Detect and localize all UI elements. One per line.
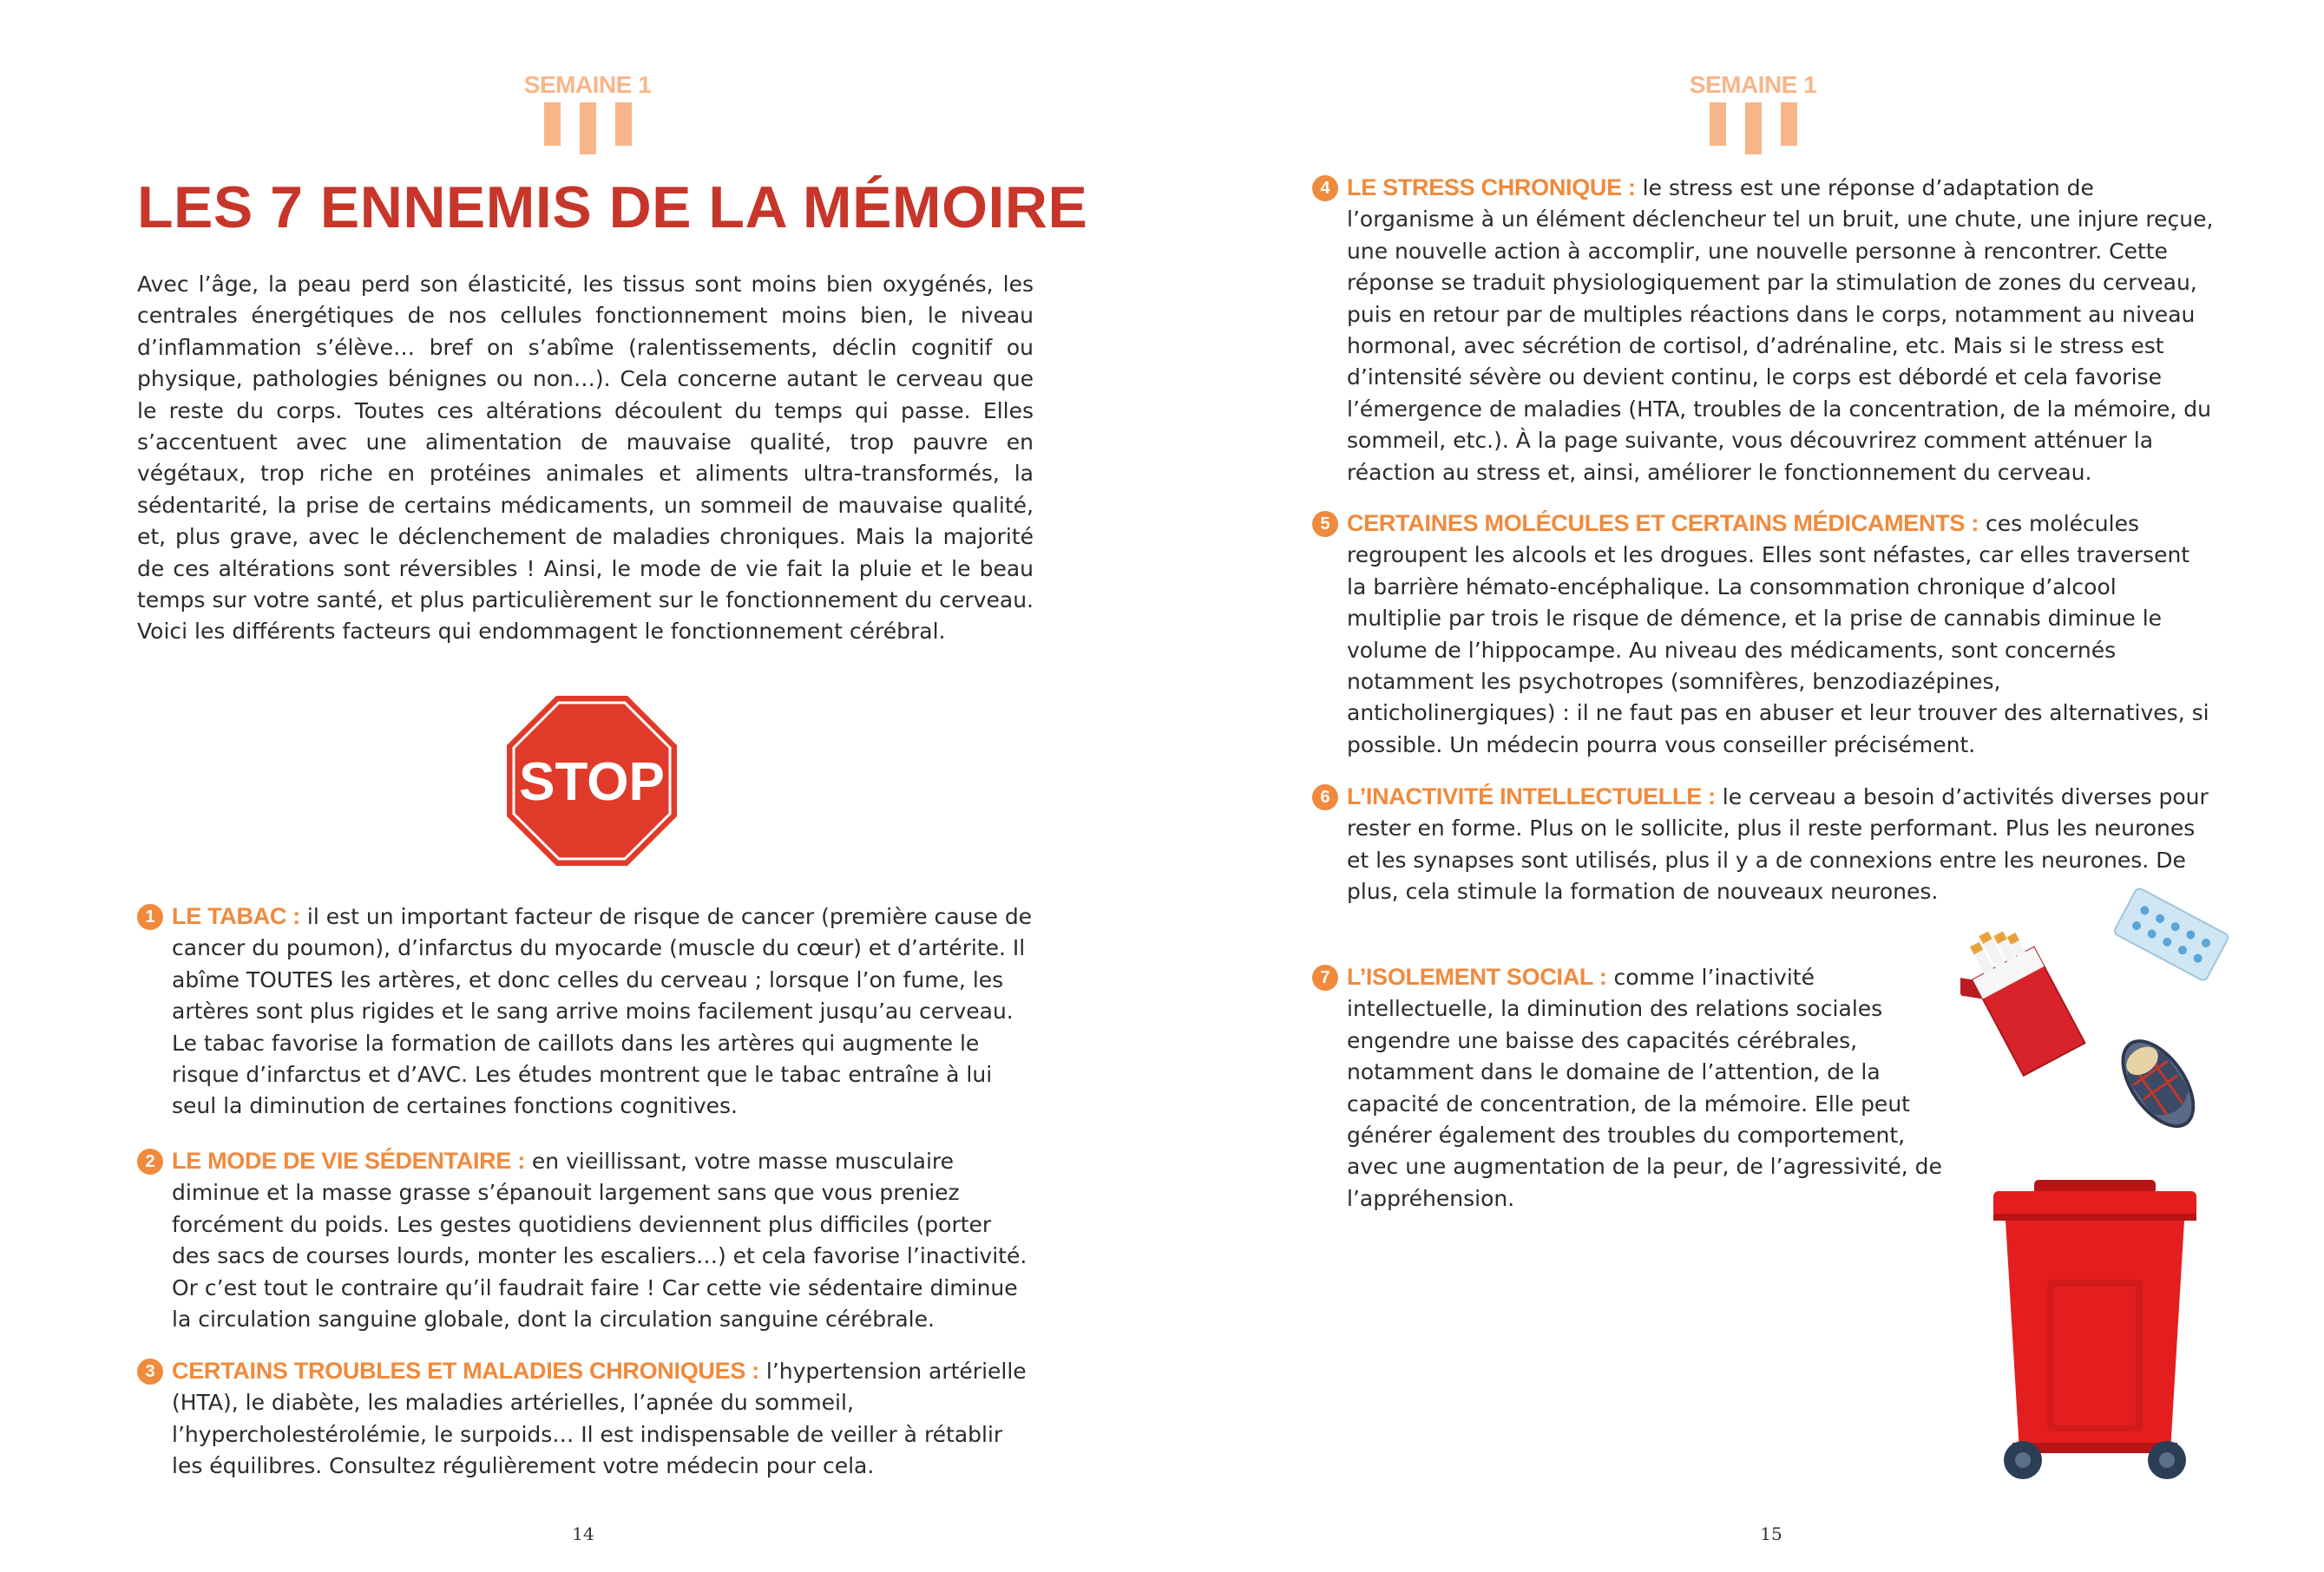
item-label: LE TABAC : <box>172 903 300 929</box>
pill-blister-icon <box>2106 887 2236 982</box>
item-label: LE MODE DE VIE SÉDENTAIRE : <box>172 1148 525 1174</box>
item-number-badge: 5 <box>1312 511 1338 537</box>
list-item <box>1320 172 2215 488</box>
week-bars-decoration <box>1623 102 1883 154</box>
item-label: L’ISOLEMENT SOCIAL : <box>1347 964 1607 990</box>
item-text: ces molécules regroupent les alcools et les drogues. Elles sont néfastes, car elles traversent la barrière hémato-encéphalique. La consommation chronique d’alcool multiplie par trois le risque de démence, et la prise de cannabis diminue le volume de l’hippocampe. Au niveau des médicaments, sont concernés notamment les psychotropes (somnifères, benzodiazépines, anticholinergiques) : il ne faut pas en abuser et leur trouver des alternatives, si possible. Un médecin pourra vous conseiller précisément. <box>1347 511 2209 757</box>
item-text: comme l’inactivité intellectuelle, la diminution des relations sociales engendre une baisse des capacités cérébrales, notamment dans le domaine de l’attention, de la capacité de concentration, de la mémoire. Elle peut générer également des troubles du comportement, avec une augmentation de la peur, de l’agressivité, de l’appréhension. <box>1347 965 1942 1211</box>
item-text: l’hypertension artérielle (HTA), le diabète, les maladies artérielles, l’apnée du sommeil, l’hypercholestérolémie, le surpoids… Il est indispensable de veiller à rétablir les équilibres. Consultez régulièrement votre médecin pour cela. <box>172 1359 1027 1479</box>
item-label: CERTAINS TROUBLES ET MALADIES CHRONIQUES : <box>172 1358 759 1384</box>
item-number-badge: 4 <box>1312 175 1338 201</box>
list-item <box>145 1355 1033 1483</box>
list-item <box>145 1145 1033 1335</box>
item-text: le cerveau a besoin d’activités diverses pour rester en forme. Plus on le sollicite, plus il reste performant. Plus les neurones et les synapses sont utilisés, plus il y a de connexions entre les neurones. De plus, cela stimule la formation de nouveaux neurones. <box>1347 784 2209 905</box>
item-number-badge: 6 <box>1312 784 1338 810</box>
stop-sign-icon <box>505 694 679 868</box>
list-item <box>1320 961 1954 1215</box>
trash-bin-icon <box>1986 1176 2203 1484</box>
right-page <box>1162 0 2324 1572</box>
list-item <box>1320 781 2215 908</box>
page-title: LES 7 ENNEMIS DE LA MÉMOIRE <box>137 174 1088 240</box>
item-number-badge: 1 <box>137 904 163 930</box>
item-label: L’INACTIVITÉ INTELLECTUELLE : <box>1347 783 1716 809</box>
stop-sign-text: STOP <box>519 752 665 812</box>
item-number-badge: 2 <box>137 1149 163 1175</box>
list-item <box>145 901 1033 1123</box>
week-bars-decoration <box>457 102 718 154</box>
item-text: en vieillissant, votre masse musculaire diminue et la masse grasse s’épanouit largement sans que vous preniez forcément du poids. Les gestes quotidiens deviennent plus difficiles (porter des sacs de courses lourds, monter les escaliers…) et cela favorise l’inactivité. Or c’est tout le contraire qu’il faudrait faire ! Car cette vie sédentaire diminue la circulation sanguine globale, dont la circulation sanguine cérébrale. <box>172 1149 1027 1333</box>
item-text: il est un important facteur de risque de cancer (première cause de cancer du poumon), d’infarctus du myocarde (muscle du cœur) et d’artérite. Il abîme TOUTES les artères, et donc celles du cerveau ; lorsque l’on fume, les artères sont plus rigides et le sang arrive moins facilement jusqu’au cerveau. Le tabac favorise la formation de caillots dans les artères qui augmente le risque d’infarctus et d’AVC. Les études montrent que le tabac entraîne à lui seul la diminution de certaines fonctions cognitives. <box>172 904 1033 1119</box>
item-number-badge: 3 <box>137 1359 163 1385</box>
intro-paragraph: Avec l’âge, la peau perd son élasticité, les tissus sont moins bien oxygénés, les centrales énergétiques de nos cellules fonctionnement moins bien, le niveau d’inflammation s’élève… bref on s’abîme (ralentissements, déclin cognitif ou physique, pathologies bénignes ou non…). Cela concerne autant le cerveau que le reste du corps. Toutes ces altérations découlent du temps qui passe. Elles s’accentuent avec une alimentation de mauvaise qualité, trop pauvre en végétaux, trop riche en protéines animales et aliments ultra-transformés, la sédentarité, la prise de certains médicaments, un sommeil de mauvaise qualité, et, plus grave, avec le déclenchement de maladies chroniques. Mais la majorité de ces altérations sont réversibles ! Ainsi, le mode de vie fait la pluie et le beau temps sur votre santé, et plus particulièrement sur le fonctionnement du cerveau. Voici les différents facteurs qui endommagent le fonctionnement cérébral. <box>137 272 1034 645</box>
item-label: LE STRESS CHRONIQUE : <box>1347 174 1636 200</box>
cigarette-pack-icon <box>1960 909 2091 1078</box>
list-item <box>1320 508 2215 761</box>
item-number-badge: 7 <box>1312 965 1338 991</box>
page-number: 14 <box>572 1523 594 1544</box>
week-label: SEMAINE 1 <box>1689 71 1817 98</box>
item-label: CERTAINES MOLÉCULES ET CERTAINS MÉDICAMENTS : <box>1347 510 1979 536</box>
item-text: le stress est une réponse d’adaptation de l’organisme à un élément déclencheur tel un bruit, une chute, une injure reçue, une nouvelle action à accomplir, une nouvelle personne à rencontrer. Cette réponse se traduit physiologiquement par la stimulation de zones du cerveau, puis en retour par de multiples réactions dans le corps, notamment au niveau hormonal, avec sécrétion de cortisol, d’adrénaline, etc. Mais si le stress est d’intensité sévère ou devient continu, le corps est débordé et cela favorise l’émergence de maladies (HTA, troubles de la concentration, de la mémoire, du sommeil, etc.). À la page suivante, vous découvrirez comment atténuer la réaction au stress et, ainsi, améliorer le fonctionnement du cerveau. <box>1347 175 2214 485</box>
page-number: 15 <box>1760 1523 1782 1544</box>
week-label: SEMAINE 1 <box>523 71 652 98</box>
slipper-icon <box>2104 1024 2208 1136</box>
